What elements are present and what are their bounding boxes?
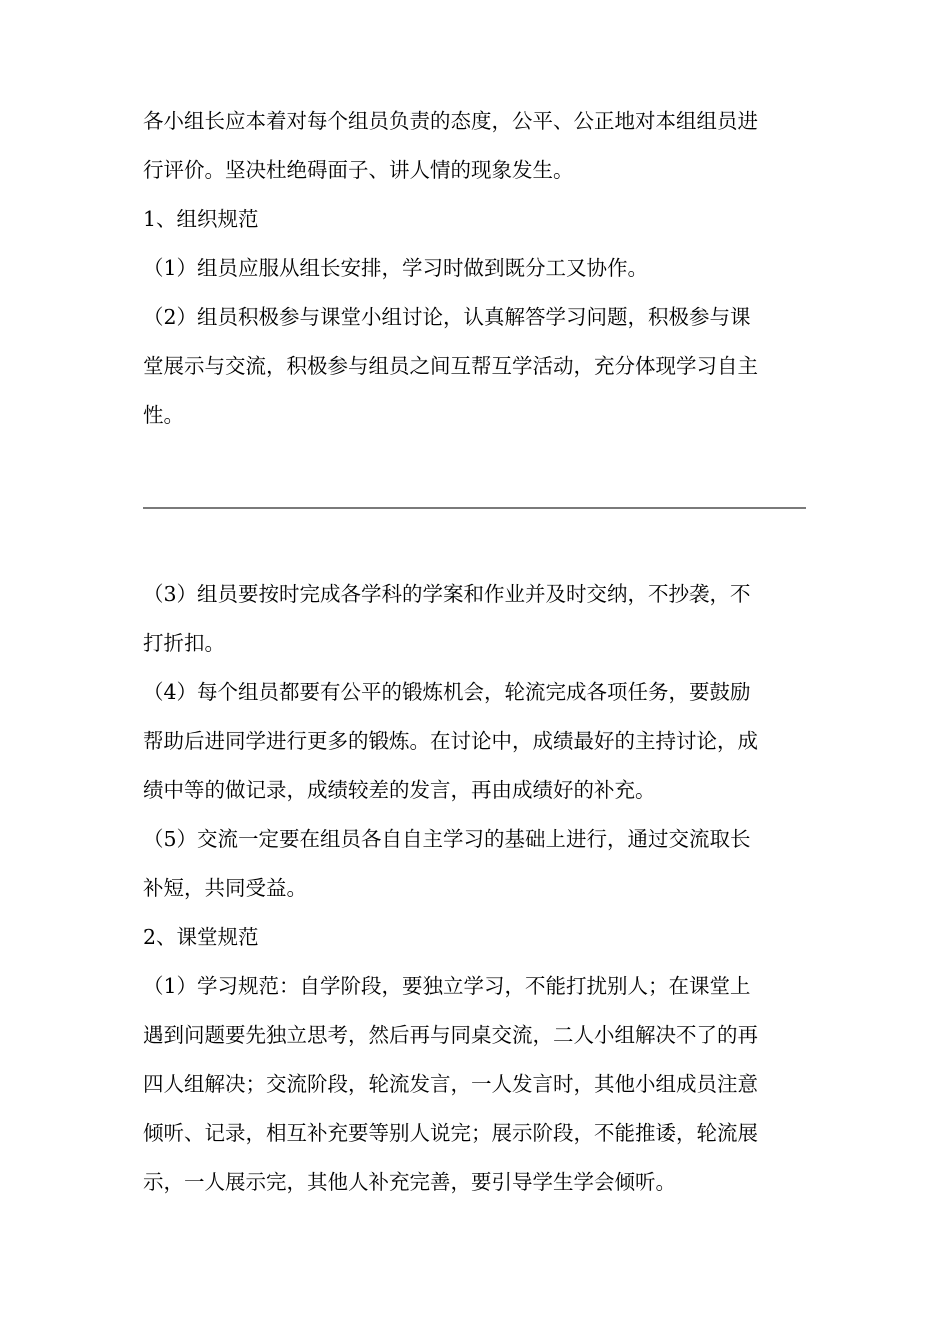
text-line: 堂展示与交流，积极参与组员之间互帮互学活动，充分体现学习自主 <box>143 354 758 378</box>
page-divider <box>143 507 806 509</box>
text-line: （2）组员积极参与课堂小组讨论，认真解答学习问题，积极参与课 <box>143 305 751 329</box>
text-line: 遇到问题要先独立思考，然后再与同桌交流，二人小组解决不了的再 <box>143 1023 758 1047</box>
text-line: 帮助后进同学进行更多的锻炼。在讨论中，成绩最好的主持讨论，成 <box>143 729 758 753</box>
text-line: （1）学习规范：自学阶段，要独立学习，不能打扰别人；在课堂上 <box>143 974 751 998</box>
text-line: 绩中等的做记录，成绩较差的发言，再由成绩好的补充。 <box>143 778 656 802</box>
text-line: 行评价。坚决杜绝碍面子、讲人情的现象发生。 <box>143 158 574 182</box>
text-line: 补短，共同受益。 <box>143 876 307 900</box>
text-line: （3）组员要按时完成各学科的学案和作业并及时交纳，不抄袭，不 <box>143 582 751 606</box>
text-line: 性。 <box>143 403 184 427</box>
text-line: 示，一人展示完，其他人补充完善，要引导学生学会倾听。 <box>143 1170 676 1194</box>
text-line: 倾听、记录，相互补充要等别人说完；展示阶段，不能推诿，轮流展 <box>143 1121 758 1145</box>
text-line: （4）每个组员都要有公平的锻炼机会，轮流完成各项任务，要鼓励 <box>143 680 751 704</box>
text-section-top <box>143 109 823 452</box>
text-section-bottom <box>143 582 823 1219</box>
text-line: （5）交流一定要在组员各自自主学习的基础上进行，通过交流取长 <box>143 827 751 851</box>
section-heading-organization: 1、组织规范 <box>143 207 259 231</box>
text-line: 四人组解决；交流阶段，轮流发言，一人发言时，其他小组成员注意 <box>143 1072 758 1096</box>
text-line: （1）组员应服从组长安排，学习时做到既分工又协作。 <box>143 256 649 280</box>
section-heading-classroom: 2、课堂规范 <box>143 925 259 949</box>
text-line: 打折扣。 <box>143 631 225 655</box>
text-line: 各小组长应本着对每个组员负责的态度，公平、公正地对本组组员进 <box>143 109 758 133</box>
